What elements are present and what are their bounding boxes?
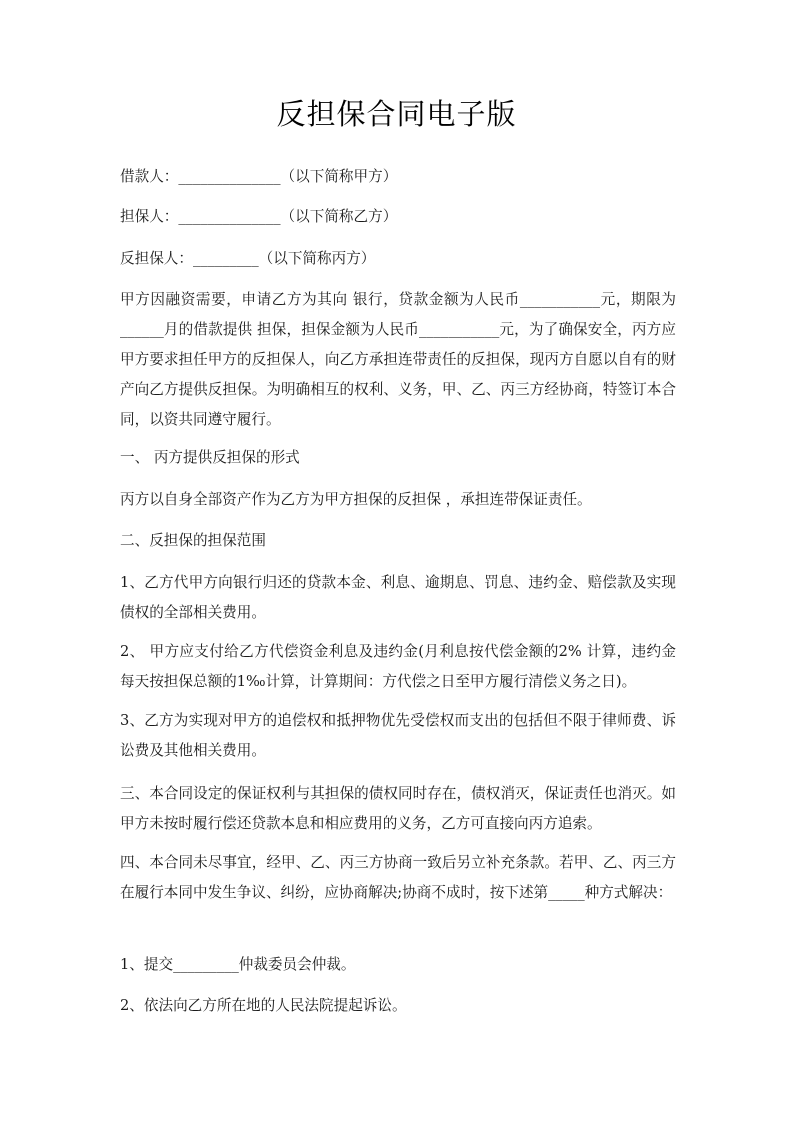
section2-item-3: 3、乙方为实现对甲方的追偿权和抵押物优先受偿权而支出的包括但不限于律师费、诉讼费及其他相关费用。 bbox=[120, 712, 676, 759]
section1-heading: 一、 丙方提供反担保的形式 bbox=[120, 449, 300, 466]
party-guarantor: 担保人：______________（以下简称乙方） bbox=[120, 208, 398, 225]
section2-item-2: 2、 甲方应支付给乙方代偿资金利息及违约金(月利息按代偿金额的2% 计算，违约金每天按担保总额的1‰计算，计算期间：方代偿之日至甲方履行清偿义务之日)。 bbox=[120, 643, 676, 690]
section4-paragraph: 四、本合同未尽事宜，经甲、乙、丙三方协商一致后另立补充条款。若甲、乙、丙三方在履行本同中发生争议、纠纷，应协商解决;协商不成时，按下述第_____种方式解决： bbox=[120, 854, 676, 901]
section1-body: 丙方以自身全部资产作为乙方为甲方担保的反担保 ，承担连带保证责任。 bbox=[120, 491, 592, 508]
preamble-paragraph: 甲方因融资需要，申请乙方为其向 银行，贷款金额为人民币___________元，期限为______月的借款提供 担保，担保金额为人民币___________元，为了确保安全，丙方应甲方要求担任甲方的反担保人，向乙方承担连带责任的反担保，现丙方自愿以自有的财产向乙方提供反担保。为明确相互的权利、义务，甲、乙、丙三方经协商，特签订本合同，以资共同遵守履行。 bbox=[120, 291, 676, 428]
section4-option-1: 1、提交_________仲裁委员会仲裁。 bbox=[120, 956, 356, 973]
party-counter-guarantor: 反担保人：_________（以下简称丙方） bbox=[120, 250, 376, 267]
section3-paragraph: 三、本合同设定的保证权利与其担保的债权同时存在，债权消灭，保证责任也消灭。如甲方未按时履行偿还贷款本息和相应费用的义务，乙方可直接向丙方追索。 bbox=[120, 785, 676, 832]
party-borrower: 借款人：______________（以下简称甲方） bbox=[120, 168, 398, 185]
section2-heading: 二、反担保的担保范围 bbox=[120, 532, 266, 549]
document-title: 反担保合同电子版 bbox=[276, 97, 517, 131]
section4-option-2: 2、依法向乙方所在地的人民法院提起诉讼。 bbox=[120, 997, 407, 1014]
section2-item-1: 1、乙方代甲方向银行归还的贷款本金、利息、逾期息、罚息、违约金、赔偿款及实现债权的全部相关费用。 bbox=[120, 574, 676, 621]
